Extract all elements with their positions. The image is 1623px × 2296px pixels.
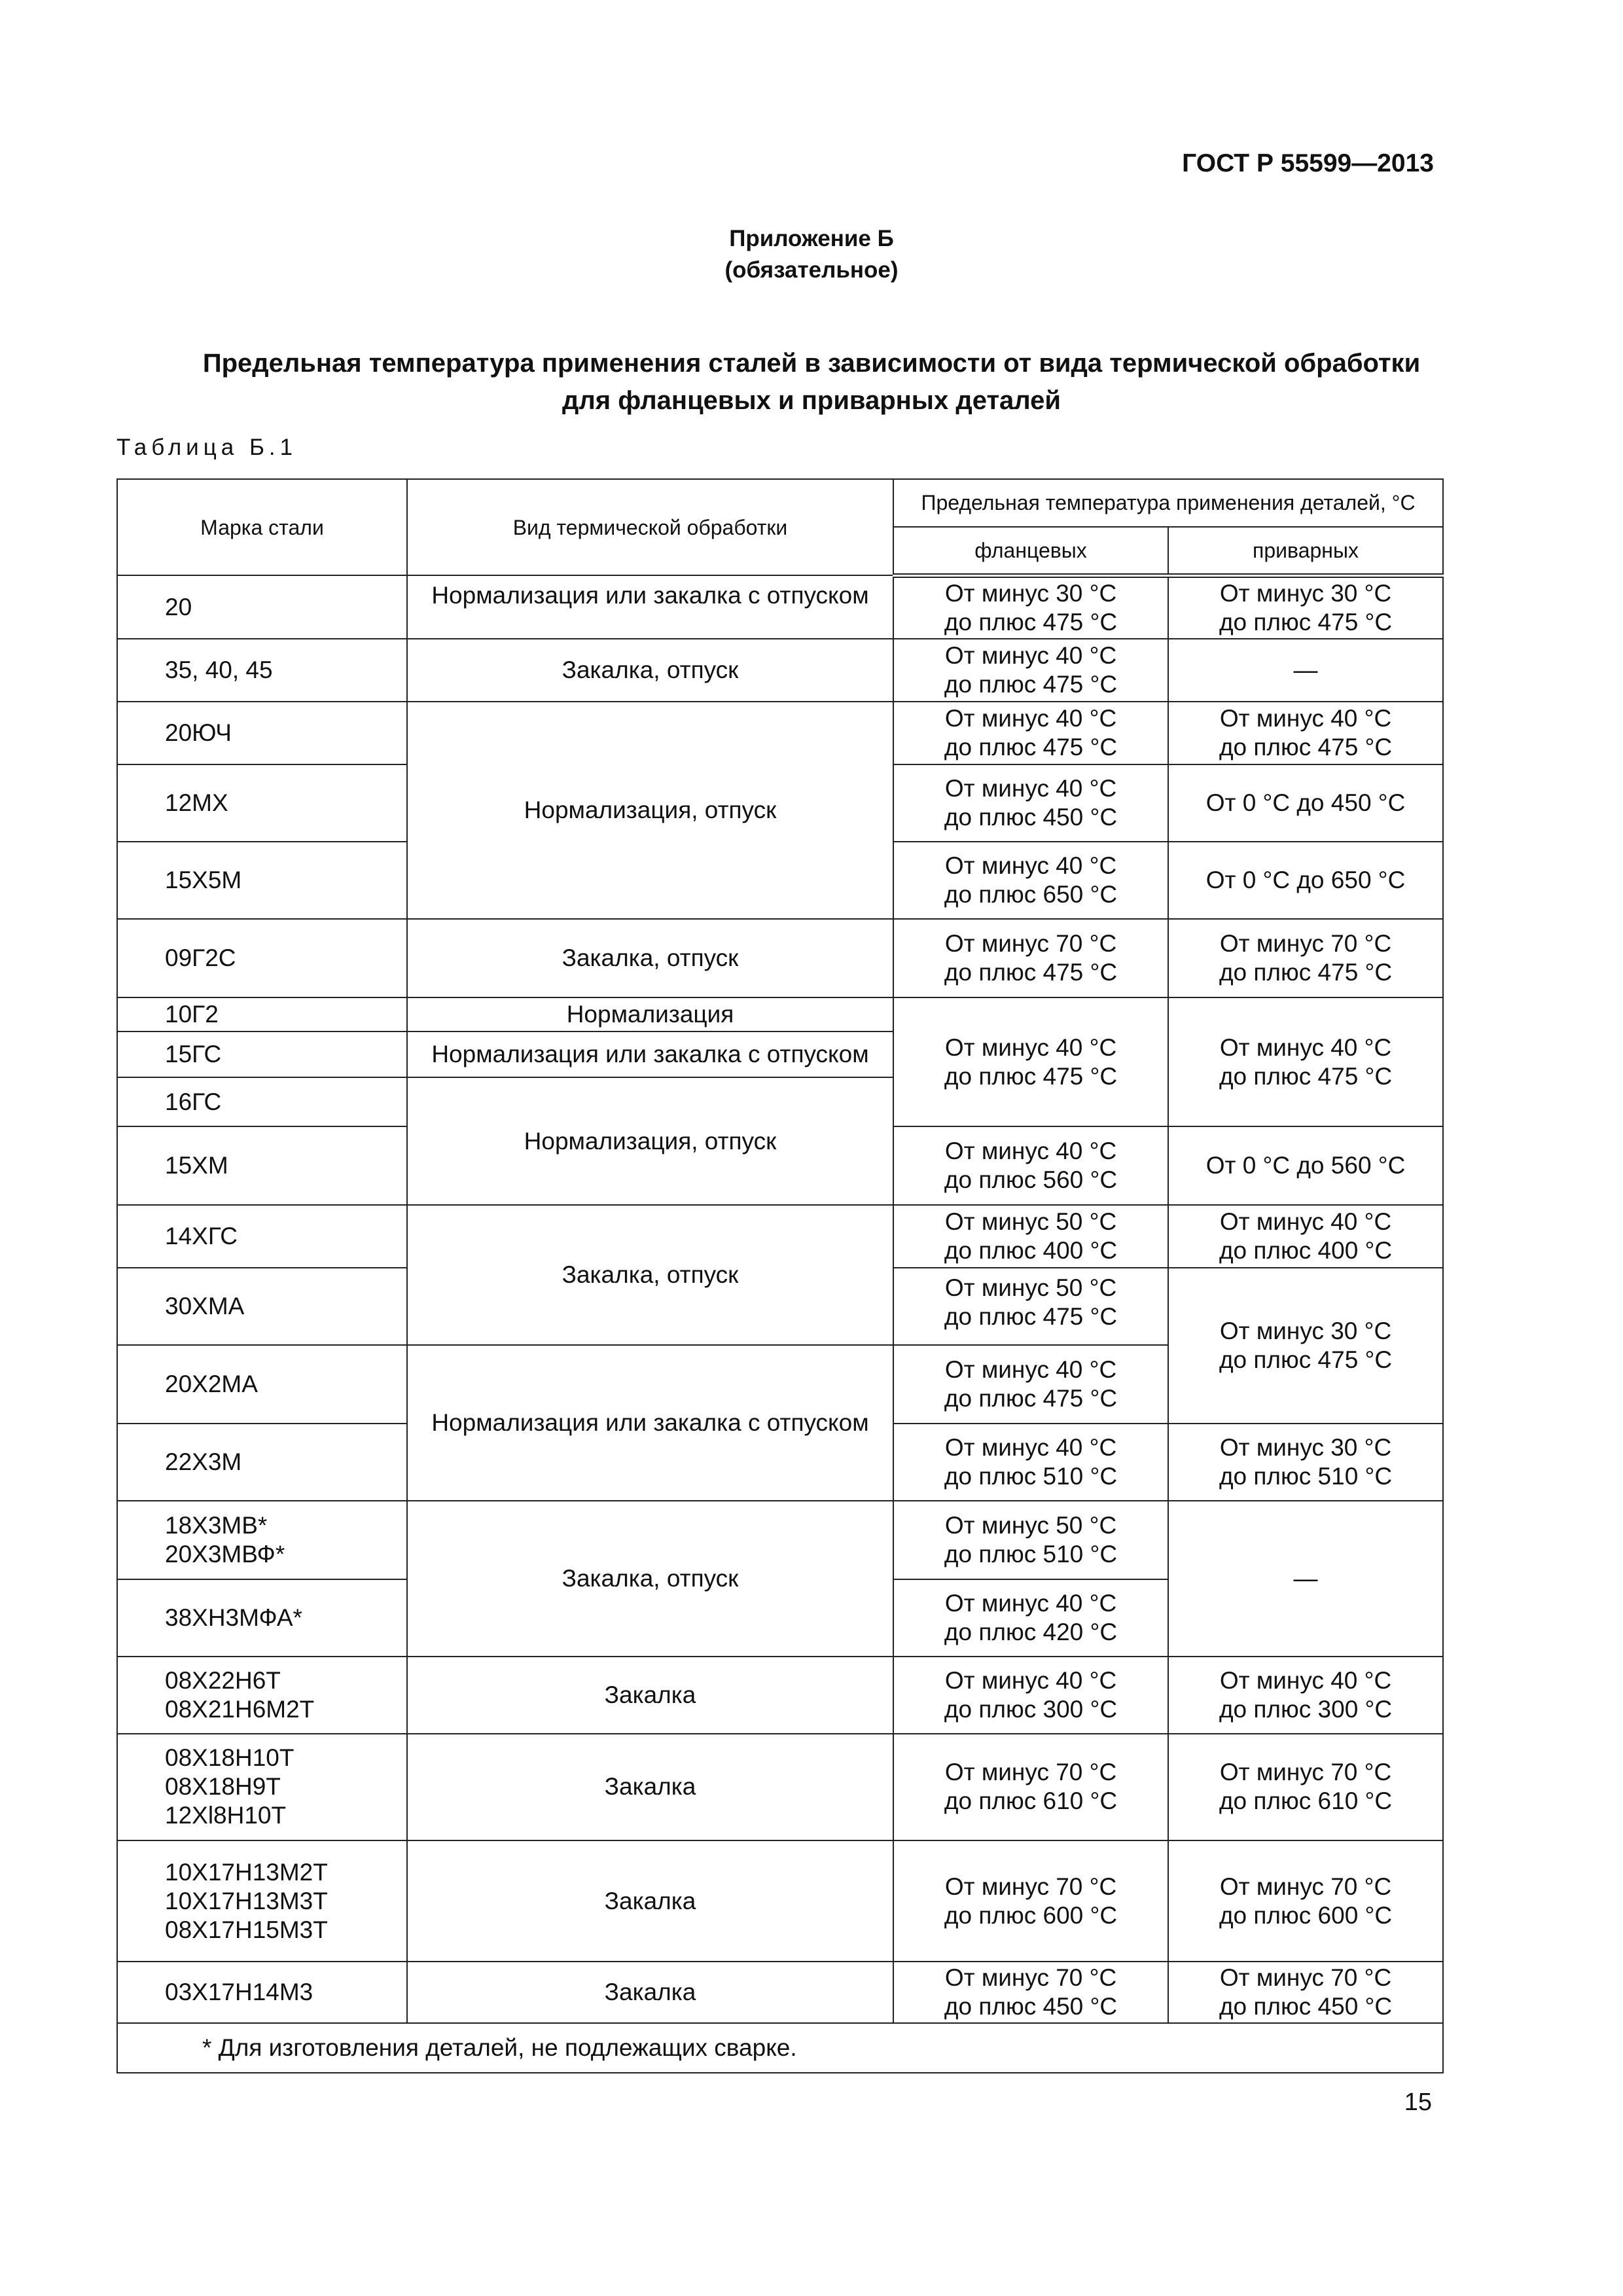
- flange-cell: [893, 1734, 1168, 1840]
- flange-cell: [893, 842, 1168, 919]
- flange-cell: [893, 1579, 1168, 1657]
- temp-line: до плюс 510 °С: [944, 1462, 1118, 1490]
- grade-text: 20Х3МВФ*: [165, 1541, 285, 1568]
- temp-line: От минус 30 °С: [1219, 1317, 1392, 1344]
- flange-cell: [893, 1501, 1168, 1579]
- temp-line: до плюс 475 °С: [944, 733, 1118, 761]
- appendix-status: (обязательное): [724, 257, 899, 283]
- treatment-cell: Нормализация или закалка с отпуском: [407, 1345, 893, 1501]
- welded-cell: [1168, 842, 1443, 919]
- temp-line: до плюс 475 °С: [1219, 733, 1393, 761]
- page-number: 15: [1404, 2089, 1432, 2116]
- treatment-cell: Закалка: [407, 1657, 893, 1734]
- welded-cell: [1168, 1501, 1443, 1657]
- temp-line: до плюс 610 °С: [1219, 1787, 1393, 1815]
- flange-cell: [893, 764, 1168, 842]
- treatment-cell: Закалка: [407, 1840, 893, 1962]
- temp-line: —: [1293, 656, 1318, 684]
- grade-text: 08Х18Н10Т: [165, 1744, 294, 1772]
- grade-text: 08Х22Н6Т: [165, 1667, 281, 1695]
- flange-cell: [893, 1268, 1168, 1345]
- temp-line: От минус 70 °С: [944, 1873, 1117, 1900]
- flange-cell: [893, 1205, 1168, 1268]
- welded-cell: [1168, 919, 1443, 997]
- temp-line: до плюс 450 °С: [944, 803, 1118, 831]
- table-label: Таблица Б.1: [116, 435, 298, 460]
- welded-cell: [1168, 1840, 1443, 1962]
- grade-text: 15Х5М: [165, 867, 242, 894]
- temp-line: до плюс 475 °С: [1219, 959, 1393, 986]
- temp-line: От минус 70 °С: [1219, 1964, 1392, 1992]
- temp-line: до плюс 400 °С: [944, 1236, 1118, 1264]
- page-title-line: Предельная температура применения сталей в зависимости от вида термической обработки: [202, 349, 1421, 378]
- flange-cell: [893, 1840, 1168, 1962]
- temp-line: От минус 40 °С: [944, 1033, 1117, 1061]
- grade-cell: [117, 1345, 407, 1424]
- temp-line: до плюс 475 °С: [944, 609, 1118, 636]
- welded-cell: [1168, 997, 1443, 1126]
- treatment-cell: Нормализация или закалка с отпуском: [407, 1031, 893, 1078]
- temp-line: От минус 70 °С: [1219, 1873, 1392, 1900]
- temp-line: до плюс 560 °С: [944, 1166, 1118, 1193]
- welded-cell: [1168, 575, 1443, 639]
- treatment-cell: Закалка: [407, 1962, 893, 2023]
- temp-line: От минус 70 °С: [944, 1964, 1117, 1992]
- grade-text: 14ХГС: [165, 1222, 238, 1249]
- grade-text: 22Х3М: [165, 1448, 242, 1475]
- temp-line: до плюс 510 °С: [1219, 1462, 1393, 1490]
- grade-text: 10Х17Н13М3Т: [165, 1887, 328, 1914]
- temp-line: —: [1293, 1565, 1318, 1592]
- temp-line: От минус 40 °С: [1219, 1667, 1392, 1695]
- temp-line: От минус 50 °С: [944, 1512, 1117, 1539]
- temp-line: От минус 40 °С: [1219, 1208, 1392, 1235]
- grade-text: 30ХМА: [165, 1292, 245, 1319]
- grade-text: 35, 40, 45: [165, 656, 273, 684]
- grade-text: 16ГС: [165, 1088, 222, 1115]
- grade-text: 20: [165, 593, 192, 620]
- temp-line: до плюс 475 °С: [1219, 1346, 1393, 1373]
- temp-line: до плюс 300 °С: [944, 1696, 1118, 1723]
- grade-text: 08Х21Н6М2Т: [165, 1696, 315, 1723]
- grade-cell: [117, 997, 407, 1031]
- flange-cell: [893, 1126, 1168, 1205]
- grade-text: 18Х3МВ*: [165, 1512, 268, 1539]
- grade-cell: [117, 1657, 407, 1734]
- temp-line: до плюс 650 °С: [944, 881, 1118, 908]
- welded-cell: [1168, 702, 1443, 764]
- grade-text: 03Х17Н14М3: [165, 1979, 313, 2006]
- temp-line: до плюс 475 °С: [944, 1062, 1118, 1090]
- temp-line: до плюс 600 °С: [1219, 1901, 1393, 1929]
- temp-line: От минус 40 °С: [944, 1355, 1117, 1383]
- temp-line: От минус 50 °С: [944, 1208, 1117, 1235]
- grade-cell: [117, 1268, 407, 1345]
- grade-cell: [117, 1840, 407, 1962]
- temp-line: до плюс 475 °С: [944, 1302, 1118, 1330]
- grade-text: 20ЮЧ: [165, 719, 232, 746]
- header-grade: Марка стали: [117, 479, 407, 575]
- temp-line: От минус 70 °С: [1219, 1759, 1392, 1786]
- grade-cell: [117, 764, 407, 842]
- flange-cell: [893, 1962, 1168, 2023]
- temp-line: От минус 40 °С: [944, 1433, 1117, 1461]
- temp-line: От минус 40 °С: [944, 642, 1117, 670]
- treatment-cell: Закалка, отпуск: [407, 1205, 893, 1345]
- temp-line: От минус 40 °С: [944, 1590, 1117, 1617]
- temp-line: От минус 30 °С: [944, 580, 1117, 607]
- temp-line: От минус 40 °С: [1219, 704, 1392, 732]
- grade-text: 38ХН3МФА*: [165, 1604, 302, 1632]
- welded-cell: [1168, 1268, 1443, 1424]
- flange-cell: [893, 702, 1168, 764]
- welded-cell: [1168, 1205, 1443, 1268]
- flange-cell: [893, 575, 1168, 639]
- grade-cell: [117, 1501, 407, 1579]
- grade-cell: [117, 1031, 407, 1078]
- temp-line: до плюс 450 °С: [1219, 1993, 1393, 2020]
- grade-text: 10Г2: [165, 1000, 219, 1028]
- welded-cell: [1168, 764, 1443, 842]
- page-title-line: для фланцевых и приварных деталей: [562, 386, 1061, 415]
- temp-line: до плюс 475 °С: [944, 1384, 1118, 1412]
- treatment-cell: Закалка: [407, 1734, 893, 1840]
- temp-line: От 0 °С до 560 °С: [1205, 1151, 1406, 1179]
- temp-line: От минус 40 °С: [1219, 1033, 1392, 1061]
- grade-text: 15ХМ: [165, 1151, 228, 1179]
- treatment-cell: Закалка, отпуск: [407, 919, 893, 997]
- steel-temperature-table: [116, 478, 1444, 2073]
- header-flange: фланцевых: [893, 527, 1168, 576]
- grade-cell: [117, 1579, 407, 1657]
- temp-line: От минус 30 °С: [1219, 1433, 1392, 1461]
- appendix-title: Приложение Б: [729, 226, 894, 251]
- grade-text: 08Х17Н15М3Т: [165, 1916, 328, 1943]
- welded-cell: [1168, 1734, 1443, 1840]
- temp-line: до плюс 400 °С: [1219, 1236, 1393, 1264]
- treatment-cell: Нормализация: [407, 997, 893, 1031]
- grade-cell: [117, 575, 407, 639]
- grade-text: 12Хl8Н10Т: [165, 1802, 287, 1829]
- grade-text: 15ГС: [165, 1040, 222, 1067]
- temp-line: От минус 40 °С: [944, 1667, 1117, 1695]
- grade-cell: [117, 919, 407, 997]
- temp-line: От минус 70 °С: [1219, 930, 1392, 958]
- header-temperature-limit: Предельная температура применения деталей, °С: [893, 479, 1443, 527]
- grade-text: 08Х18Н9Т: [165, 1773, 281, 1801]
- temp-line: От минус 40 °С: [944, 1137, 1117, 1164]
- flange-cell: [893, 639, 1168, 702]
- temp-line: От минус 70 °С: [944, 930, 1117, 958]
- temp-line: От минус 40 °С: [944, 704, 1117, 732]
- temp-line: От минус 70 °С: [944, 1759, 1117, 1786]
- temp-line: От минус 50 °С: [944, 1274, 1117, 1301]
- temp-line: От минус 40 °С: [944, 774, 1117, 802]
- welded-cell: [1168, 639, 1443, 702]
- grade-text: 10Х17Н13М2Т: [165, 1858, 328, 1886]
- temp-line: до плюс 475 °С: [944, 959, 1118, 986]
- standard-designation: ГОСТ Р 55599—2013: [1182, 149, 1434, 177]
- welded-cell: [1168, 1424, 1443, 1501]
- treatment-cell: Нормализация, отпуск: [407, 1077, 893, 1205]
- temp-line: до плюс 420 °С: [944, 1619, 1118, 1646]
- grade-text: 12МХ: [165, 789, 228, 816]
- temp-line: до плюс 300 °С: [1219, 1696, 1393, 1723]
- flange-cell: [893, 997, 1168, 1126]
- flange-cell: [893, 1345, 1168, 1424]
- grade-cell: [117, 1424, 407, 1501]
- table-footnote: * Для изготовления деталей, не подлежащих сварке.: [117, 2023, 1443, 2073]
- page-title: [0, 345, 1623, 420]
- header-welded: приварных: [1168, 527, 1443, 576]
- flange-cell: [893, 1657, 1168, 1734]
- treatment-cell: Нормализация или закалка с отпуском: [407, 575, 893, 639]
- temp-line: до плюс 475 °С: [944, 671, 1118, 698]
- temp-line: до плюс 450 °С: [944, 1993, 1118, 2020]
- welded-cell: [1168, 1126, 1443, 1205]
- grade-cell: [117, 1126, 407, 1205]
- treatment-cell: Закалка, отпуск: [407, 639, 893, 702]
- temp-line: до плюс 600 °С: [944, 1901, 1118, 1929]
- temp-line: до плюс 510 °С: [944, 1541, 1118, 1568]
- grade-text: 20Х2МА: [165, 1370, 258, 1397]
- temp-line: до плюс 475 °С: [1219, 609, 1393, 636]
- grade-cell: [117, 1962, 407, 2023]
- grade-cell: [117, 639, 407, 702]
- grade-cell: [117, 1077, 407, 1126]
- grade-cell: [117, 1734, 407, 1840]
- grade-cell: [117, 842, 407, 919]
- temp-line: От минус 30 °С: [1219, 580, 1392, 607]
- grade-cell: [117, 1205, 407, 1268]
- grade-cell: [117, 702, 407, 764]
- welded-cell: [1168, 1657, 1443, 1734]
- grade-text: 09Г2С: [165, 944, 236, 972]
- temp-line: до плюс 610 °С: [944, 1787, 1118, 1815]
- flange-cell: [893, 919, 1168, 997]
- temp-line: до плюс 475 °С: [1219, 1062, 1393, 1090]
- welded-cell: [1168, 1962, 1443, 2023]
- flange-cell: [893, 1424, 1168, 1501]
- treatment-cell: Нормализация, отпуск: [407, 702, 893, 919]
- temp-line: От 0 °С до 650 °С: [1205, 867, 1406, 894]
- header-treatment: Вид термической обработки: [407, 479, 893, 575]
- treatment-cell: Закалка, отпуск: [407, 1501, 893, 1657]
- temp-line: От минус 40 °С: [944, 852, 1117, 880]
- temp-line: От 0 °С до 450 °С: [1205, 789, 1406, 816]
